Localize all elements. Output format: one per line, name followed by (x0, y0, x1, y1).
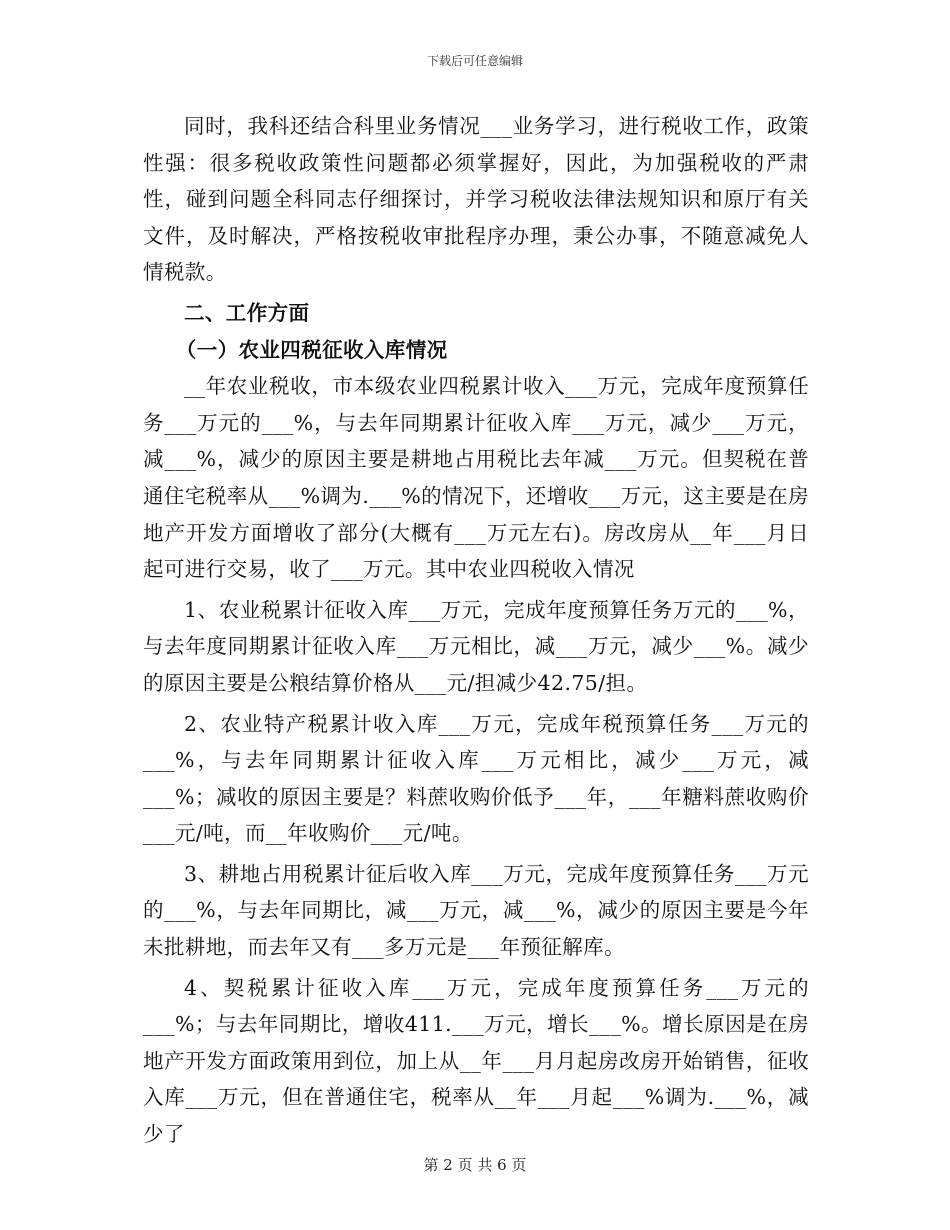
subsection-heading: （一）农业四税征收入库情况 (175, 337, 448, 362)
page-header: 下载后可任意编辑 (426, 54, 523, 68)
list-item-3: 3、耕地占用税累计征后收入库___万元，完成年度预算任务___万元的___%，与去年同期比，减___万元，减___%，减少的原因主要是今年未批耕地，而去年又有___多万元是___年预征解库。 (143, 861, 809, 960)
page-footer: 第 2 页 共 6 页 (423, 1156, 527, 1174)
paragraph-intro: 同时，我科还结合科里业务情况___业务学习，进行税收工作，政策性强：很多税收政策性问题都必须掌握好，因此，为加强税收的严肃性，碰到问题全科同志仔细探讨，并学习税收法律法规知识和原厅有关文件，及时解决，严格按税收审批程序办理，秉公办事，不随意减免人情税款。 (143, 114, 809, 285)
document-body (143, 108, 809, 1153)
list-item-4: 4、契税累计征收入库___万元，完成年度预算任务___万元的___%；与去年同期比，增收411.___万元，增长___%。增长原因是在房地产开发方面政策用到位，加上从__年___月月起房改房开始销售，征收入库___万元，但在普通住宅，税率从__年___月起___%调为.___%，减少了 (143, 975, 809, 1147)
section-heading: 二、工作方面 (184, 300, 310, 325)
list-item-2: 2、农业特产税累计收入库___万元，完成年税预算任务___万元的___%，与去年同期累计征收入库___万元相比，减少___万元，减___%；减收的原因主要是？料蔗收购价低予___年，___年糖料蔗收购价___元/吨，而__年收购价___元/吨。 (143, 711, 809, 846)
list-item-1: 1、农业税累计征收入库___万元，完成年度预算任务万元的___%，与去年度同期累计征收入库___万元相比，减___万元，减少___%。减少的原因主要是公粮结算价格从___元/担减少42.75/担。 (143, 597, 809, 695)
paragraph-summary: __年农业税收，市本级农业四税累计收入___万元，完成年度预算任务___万元的___%，与去年同期累计征收入库___万元，减少___万元，减___%，减少的原因主要是耕地占用税比去年减___万元。但契税在普通住宅税率从___%调为.___%的情况下，还增收___万元，这主要是在房地产开发方面增收了部分(大概有___万元左右)。房改房从__年___月日起可进行交易，收了___万元。其中农业四税收入情况 (143, 374, 809, 582)
